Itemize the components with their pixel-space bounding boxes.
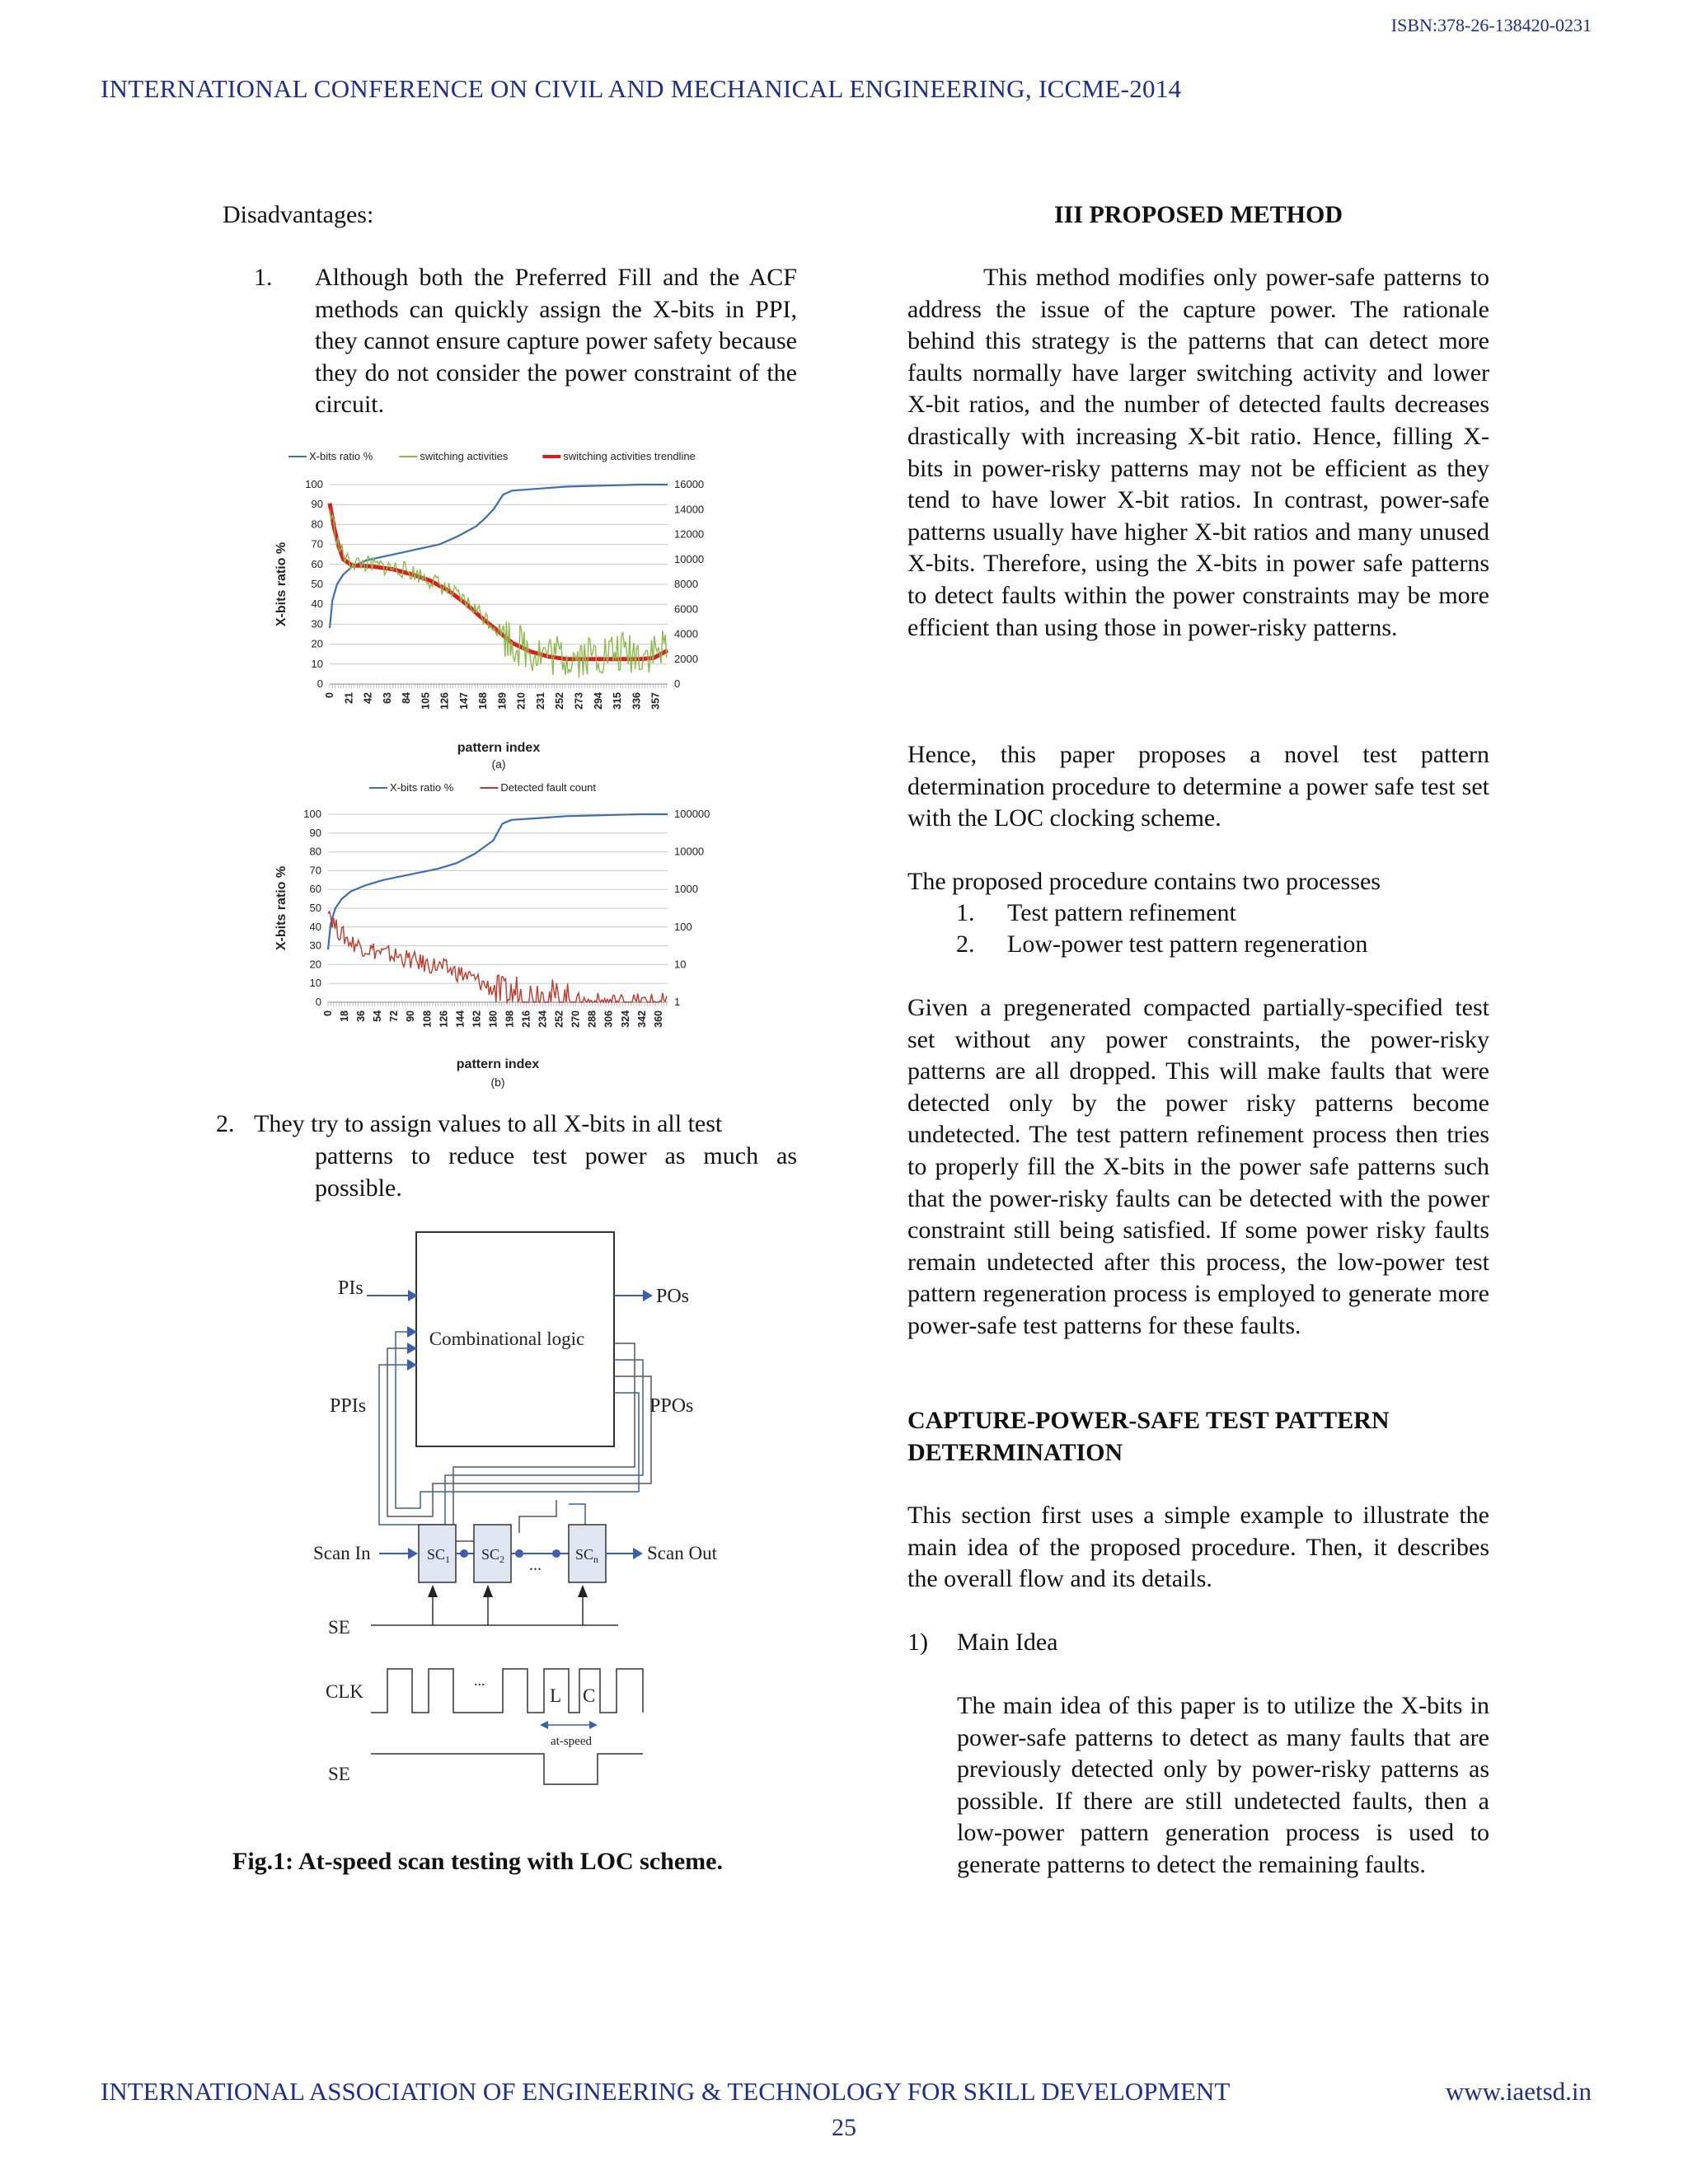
y2-tick-label: 8000 [674, 578, 698, 590]
series-0-line [330, 485, 668, 628]
y-tick-label: 30 [311, 617, 323, 630]
section-title: III PROPOSED METHOD [1053, 201, 1343, 228]
y2-tick-label: 100 [674, 920, 692, 933]
comb-logic-label: Combinational logic [429, 1329, 585, 1349]
paragraph-3: The proposed procedure contains two processes [907, 868, 1381, 895]
x-tick-label: 54 [372, 1010, 384, 1022]
y2-tick-label: 1000 [674, 883, 698, 896]
y-tick-label: 40 [311, 598, 323, 611]
panel-label: (b) [490, 1076, 505, 1089]
item2-text-rest: patterns to reduce test power as much as possible. [315, 1142, 797, 1202]
x-tick-label: 273 [573, 692, 585, 710]
x-tick-label: 21 [343, 692, 355, 704]
item1-number: 1. [254, 264, 273, 291]
figure-caption: Fig.1: At-speed scan testing with LOC scheme. [232, 1848, 723, 1875]
y-tick-label: 40 [309, 920, 321, 933]
x-tick-label: 180 [487, 1010, 499, 1028]
x-tick-label: 105 [420, 692, 432, 710]
y-tick-label: 20 [311, 637, 323, 650]
y2-tick-label: 16000 [674, 478, 705, 490]
x-tick-label: 72 [388, 1010, 401, 1022]
x-axis-label: pattern index [456, 1057, 540, 1071]
y-tick-label: 10 [309, 977, 321, 990]
x-tick-label: 147 [457, 692, 470, 710]
y2-tick-label: 10000 [674, 552, 705, 565]
y-tick-label: 20 [309, 958, 321, 971]
scn-label: $SC_n$ [575, 1546, 599, 1565]
y-tick-label: 100 [303, 808, 321, 820]
chart-b [272, 775, 767, 1096]
x-axis-label: pattern index [457, 741, 541, 755]
y2-tick-label: 10000 [674, 845, 705, 858]
at-speed-scan-diagram [305, 1220, 717, 1797]
x-tick-label: 90 [405, 1010, 417, 1022]
x-tick-label: 360 [652, 1010, 664, 1028]
pos-arrow [643, 1290, 653, 1301]
scan-in-label: Scan In [313, 1543, 371, 1563]
x-tick-label: 0 [324, 692, 335, 698]
paragraph-2: Hence, this paper proposes a novel test pattern determination procedure to determine a power safe test set with the LOC clocking scheme. [907, 741, 1489, 832]
y2-tick-label: 4000 [674, 627, 698, 640]
series-1-line [330, 504, 668, 659]
legend-entry-1: Detected fault count [500, 781, 597, 794]
disadvantages-heading: Disadvantages: [223, 201, 374, 228]
main-idea-number: 1) [907, 1629, 928, 1656]
sc2-label: $SC_2$ [481, 1546, 505, 1565]
y-tick-label: 70 [309, 864, 321, 877]
x-tick-label: 198 [504, 1010, 516, 1028]
x-tick-label: 36 [355, 1010, 368, 1022]
ppos-label: PPOs [649, 1395, 694, 1417]
legend-entry-2: switching activities trendline [563, 450, 696, 462]
clk-dots: ... [474, 1672, 485, 1689]
se-waveform [371, 1754, 643, 1784]
legend-entry-0: X-bits ratio % [390, 781, 454, 794]
x-tick-label: 18 [339, 1010, 351, 1022]
chain-dots: ... [529, 1556, 542, 1574]
x-tick-label: 108 [421, 1010, 434, 1028]
x-tick-label: 210 [515, 692, 528, 710]
x-tick-label: 252 [554, 692, 566, 710]
y2-tick-label: 12000 [674, 527, 705, 541]
footer-website[interactable]: www.iaetsd.in [1445, 2077, 1592, 2106]
x-tick-label: 306 [603, 1010, 615, 1028]
pis-label: PIs [338, 1277, 363, 1299]
clk-waveform [371, 1669, 643, 1713]
x-tick-label: 0 [322, 1010, 334, 1016]
sc1-label: $SC_1$ [427, 1546, 451, 1565]
legend-entry-1: switching activities [420, 450, 509, 462]
series-0-line [328, 814, 668, 949]
x-tick-label: 231 [534, 692, 546, 710]
x-tick-label: 288 [586, 1010, 598, 1028]
y-tick-label: 0 [315, 996, 321, 1008]
y-tick-label: 0 [316, 677, 323, 690]
x-tick-label: 144 [454, 1010, 467, 1028]
y-tick-label: 90 [311, 498, 323, 511]
x-tick-label: 63 [381, 692, 393, 704]
x-tick-label: 189 [496, 692, 509, 710]
y-tick-label: 50 [311, 578, 323, 590]
paragraph-1: This method modifies only power-safe patterns to address the issue of the capture power. The rationale behind this strategy is the patterns that can detect more faults normally have larger switching activity and lower X-bit ratios, and the number of detected faults decreases drastically with increasing X-bit ratio. Hence, filling X-bits in power-risky patterns may not be efficient as they tend to have lower X-bit ratios. In contrast, power-safe patterns usually have higher X-bit ratios and many unused X-bits. Therefore, using the X-bits in power safe patterns to detect faults within the power constraints may be more efficient than using those in power-risky patterns. [907, 264, 1489, 641]
y2-tick-label: 2000 [674, 652, 698, 665]
x-tick-label: 216 [520, 1010, 532, 1028]
y-tick-label: 80 [309, 845, 321, 858]
y-tick-label: 80 [311, 518, 323, 531]
y2-tick-label: 100000 [674, 808, 710, 820]
y-tick-label: 50 [309, 902, 321, 914]
y-tick-label: 10 [311, 657, 323, 670]
panel-label: (a) [491, 757, 506, 771]
y-axis-label: X-bits ratio % [274, 865, 288, 951]
footer-association: INTERNATIONAL ASSOCIATION OF ENGINEERING & TECHNOLOGY FOR SKILL DEVELOPMENT [101, 2077, 1231, 2106]
pos-label: POs [656, 1286, 690, 1307]
se-label-1: SE [328, 1617, 350, 1638]
y-axis-label: X-bits ratio % [274, 541, 288, 627]
y-tick-label: 60 [311, 557, 323, 570]
process-2-number: 2. [956, 930, 975, 958]
y-tick-label: 30 [309, 939, 321, 952]
x-tick-label: 315 [612, 692, 624, 710]
se-label-2: SE [328, 1764, 350, 1784]
y2-tick-label: 0 [674, 677, 681, 690]
process-2: Low-power test pattern regeneration [1007, 930, 1368, 958]
x-tick-label: 168 [477, 692, 490, 710]
x-tick-label: 336 [631, 692, 643, 710]
main-idea-heading: Main Idea [957, 1629, 1058, 1656]
series-2-line [330, 509, 667, 678]
legend-entry-0: X-bits ratio % [309, 450, 373, 462]
y2-tick-label: 6000 [674, 602, 698, 616]
y2-tick-label: 14000 [674, 503, 705, 516]
x-tick-label: 294 [592, 692, 604, 710]
y2-tick-label: 1 [674, 996, 681, 1008]
paragraph-6: The main idea of this paper is to utilize the X-bits in power-safe patterns to detect as many faults that are previously detected only by power-risky patterns as possible. If there are still undetected faults, then a low-power pattern generation process is used to generate patterns to detect the remaining faults. [957, 1692, 1489, 1878]
x-tick-label: 357 [649, 692, 662, 710]
y2-tick-label: 10 [674, 958, 687, 971]
x-tick-label: 162 [471, 1010, 483, 1028]
ppis-label: PPIs [330, 1395, 367, 1417]
x-tick-label: 234 [537, 1010, 549, 1028]
conference-title: INTERNATIONAL CONFERENCE ON CIVIL AND MECHANICAL ENGINEERING, ICCME-2014 [101, 74, 1182, 103]
x-tick-label: 270 [570, 1010, 582, 1028]
scan-out-label: Scan Out [647, 1543, 717, 1563]
y-tick-label: 70 [311, 537, 323, 551]
x-tick-label: 126 [438, 692, 451, 710]
y-tick-label: 90 [309, 826, 321, 839]
isbn: ISBN:378-26-138420-0231 [1390, 15, 1592, 35]
paragraph-5: This section first uses a simple example to illustrate the main idea of the proposed procedure. Then, it describes the overall flow and its details. [907, 1502, 1489, 1593]
process-1: Test pattern refinement [1007, 899, 1236, 926]
item1-text: Although both the Preferred Fill and the ACF methods can quickly assign the X-bits in PPI, they cannot ensure capture power safety because they do not consider the power constraint of the circuit. [315, 264, 797, 419]
process-1-number: 1. [956, 899, 975, 926]
subheading: CAPTURE-POWER-SAFE TEST PATTERN DETERMINATION [907, 1407, 1390, 1466]
x-tick-label: 252 [553, 1010, 565, 1028]
x-tick-label: 342 [635, 1010, 648, 1028]
page-number: 25 [832, 2114, 856, 2141]
x-tick-label: 126 [438, 1010, 450, 1028]
paragraph-4: Given a pregenerated compacted partially-specified test set without any power constraints, the power-risky patterns are all dropped. This will make faults that were detected only by the power risky patterns become undetected. The test pattern refinement process then tries to properly fill the X-bits in the power safe patterns such that the power-risky faults can be detected with the power constraint still being satisfied. If some power risky faults remain undetected after this process, the low-power test pattern regeneration process is employed to generate more power-safe test patterns for these faults. [907, 994, 1489, 1339]
clk-l-label: L [550, 1685, 562, 1706]
x-tick-label: 324 [619, 1010, 631, 1028]
clk-c-label: C [583, 1685, 596, 1706]
y-tick-label: 100 [305, 478, 323, 490]
at-speed-label: at-speed [551, 1735, 592, 1748]
item2-number: 2. [216, 1110, 235, 1137]
series-1-line [328, 912, 667, 1002]
x-tick-label: 42 [362, 692, 374, 704]
item2-text-first: They try to assign values to all X-bits in all test [254, 1110, 723, 1137]
y-tick-label: 60 [309, 883, 321, 896]
chart-a [272, 445, 767, 775]
x-tick-label: 84 [401, 692, 413, 704]
clk-label: CLK [326, 1681, 363, 1702]
